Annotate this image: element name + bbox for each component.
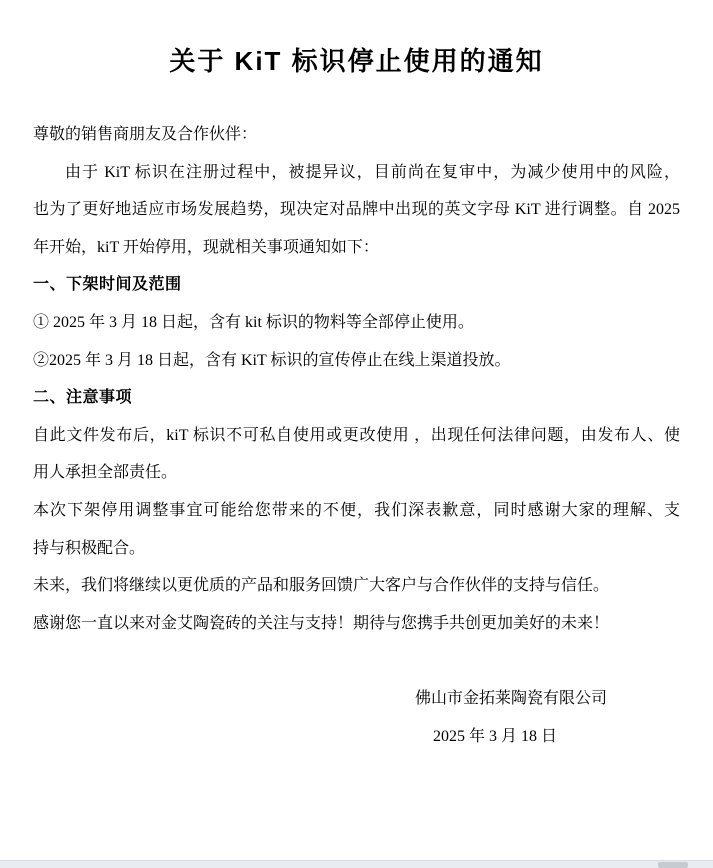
thanks-line: 感谢您一直以来对金艾陶瓷砖的关注与支持！期待与您携手共创更加美好的未来！ [33, 614, 610, 632]
section-2-heading: 二、注意事项 [33, 389, 133, 407]
company-signature: 佛山市金拓莱陶瓷有限公司 [414, 689, 607, 707]
horizontal-scrollbar[interactable] [0, 860, 713, 868]
notice-line-1: 自此文件发布后，kiT 标识不可私自使用或更改使用 ，出现任何法律问题，由发布人、使 [33, 426, 680, 444]
signature-date: 2025 年 3 月 18 日 [432, 727, 557, 745]
intro-line-1: 由于 KiT 标识在注册过程中，被提异议，目前尚在复审中，为减少使用中的风险， [65, 163, 680, 181]
section-1-heading: 一、下架时间及范围 [33, 276, 182, 294]
notice-line-2: 用人承担全部责任。 [33, 464, 178, 482]
intro-line-3: 年开始，kiT 开始停用，现就相关事项通知如下： [33, 238, 379, 256]
scrollbar-thumb[interactable] [658, 862, 688, 868]
document-title: 关于 KiT 标识停止使用的通知 [169, 46, 544, 76]
greeting-line: 尊敬的销售商朋友及合作伙伴： [33, 126, 258, 143]
apology-line-2: 持与积极配合。 [33, 539, 146, 557]
future-line: 未来，我们将继续以更优质的产品和服务回馈广大客户与合作伙伴的支持与信任。 [33, 577, 610, 595]
apology-line-1: 本次下架停用调整事宜可能给您带来的不便，我们深表歉意，同时感谢大家的理解、支 [33, 501, 680, 519]
intro-line-2: 也为了更好地适应市场发展趋势，现决定对品牌中出现的英文字母 KiT 进行调整。自 2025 [33, 201, 680, 219]
item-1-line: ① 2025 年 3 月 18 日起，含有 kit 标识的物料等全部停止使用。 [33, 313, 474, 331]
document-body [33, 116, 680, 755]
item-2-line: ②2025 年 3 月 18 日起，含有 KiT 标识的宣传停止在线上渠道投放。 [33, 351, 511, 369]
